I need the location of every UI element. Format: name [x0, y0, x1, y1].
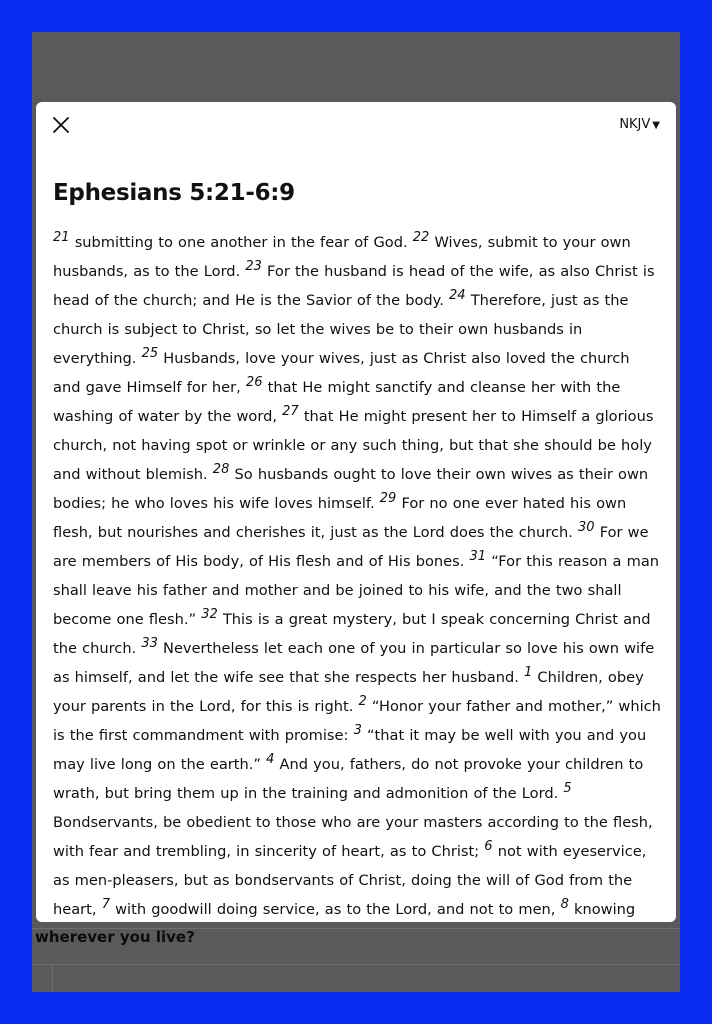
close-button[interactable]: [51, 115, 71, 135]
passage-title: Ephesians 5:21-6:9: [53, 180, 295, 206]
verse-text: For we are members of His body, of His flesh and of His bones.: [53, 524, 649, 570]
verse-text: Children, obey your parents in the Lord, for this is right.: [53, 669, 644, 715]
passage-text: [53, 228, 661, 922]
passage-modal: [36, 102, 676, 922]
verse-number: 6: [484, 839, 493, 855]
close-icon: [51, 115, 71, 135]
divider: [32, 964, 680, 965]
verse-number: 2: [358, 694, 367, 710]
verse: [101, 897, 556, 918]
version-dropdown[interactable]: [619, 117, 660, 132]
verse-text: not with eyeservice, as men-pleasers, but as bondservants of Christ, doing the will of God from the heart,: [53, 843, 647, 918]
verse-text: Therefore, just as the church is subject to Christ, so let the wives be to their own husbands in everything.: [53, 292, 629, 367]
verse-number: 21: [53, 230, 70, 246]
verse-text: “that it may be well with you and you may live long on the earth.”: [53, 727, 647, 773]
verse-number: 8: [560, 897, 569, 913]
verse-text: with goodwill doing service, as to the Lord, and not to men,: [115, 901, 556, 918]
verse-text: knowing: [574, 901, 636, 918]
verse-number: 29: [379, 491, 397, 507]
verse-number: 27: [282, 404, 299, 420]
background-question: wherever you live?: [35, 928, 195, 946]
verse-text: For the husband is head of the wife, as also Christ is head of the church; and He is the Savior of the body.: [53, 263, 655, 309]
verse-text: So husbands ought to love their own wives as their own bodies; he who loves his wife loves himself.: [53, 466, 649, 512]
verse-number: 33: [141, 636, 158, 652]
verse-number: 1: [524, 665, 533, 681]
verse-text: Husbands, love your wives, just as Christ also loved the church and gave Himself for her,: [53, 350, 630, 396]
verse-text: Nevertheless let each one of you in particular so love his own wife as himself, and let the wife see that she respects her husband.: [53, 640, 655, 686]
verse-text: “For this reason a man shall leave his father and mother and be joined to his wife, and the two shall become one flesh.”: [53, 553, 660, 628]
caret-down-icon: ▼: [652, 120, 660, 131]
verse-number: 5: [563, 781, 572, 797]
verse-number: 7: [101, 897, 110, 913]
verse-text: “Honor your father and mother,” which is the first commandment with promise:: [53, 698, 661, 744]
verse-number: 25: [141, 346, 159, 362]
verse-number: 4: [266, 752, 275, 768]
verse-text: And you, fathers, do not provoke your children to wrath, but bring them up in the training and admonition of the Lord.: [53, 756, 644, 802]
verse-number: 3: [353, 723, 362, 739]
verse-text: Wives, submit to your own husbands, as to the Lord.: [53, 234, 631, 280]
verse-text: This is a great mystery, but I speak concerning Christ and the church.: [53, 611, 651, 657]
verse-text: that He might present her to Himself a glorious church, not having spot or wrinkle or any such thing, but that she should be holy and without blemish.: [53, 408, 654, 483]
verse-text: Bondservants, be obedient to those who are your masters according to the flesh, with fear and trembling, in sincerity of heart, as to Christ;: [53, 814, 653, 860]
version-label: NKJV: [619, 117, 651, 132]
divider: [52, 964, 53, 992]
verse-number: 26: [245, 375, 263, 391]
verse-text: For no one ever hated his own flesh, but nourishes and cherishes it, just as the Lord does the church.: [53, 495, 627, 541]
verse-text: that He might sanctify and cleanse her with the washing of water by the word,: [53, 379, 621, 425]
verse-number: 30: [578, 520, 595, 536]
verse-number: 23: [245, 259, 262, 275]
verse: [53, 230, 408, 251]
verse-number: 28: [212, 462, 230, 478]
verse-number: 32: [201, 607, 218, 623]
verse-number: 24: [449, 288, 466, 304]
verse-text: submitting to one another in the fear of God.: [74, 234, 408, 251]
verse-number: 22: [412, 230, 430, 246]
verse-number: 31: [469, 549, 487, 565]
